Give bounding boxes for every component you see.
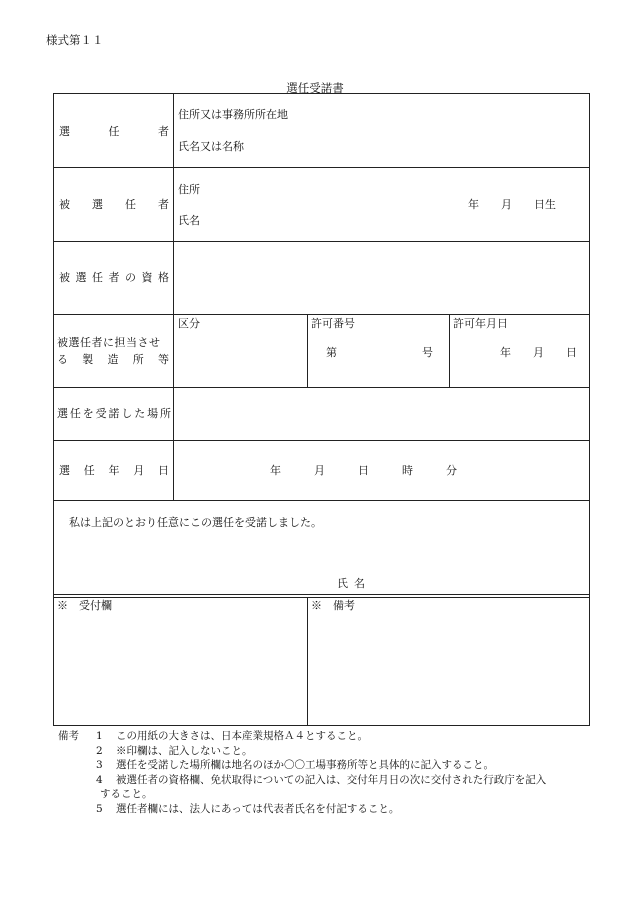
appointee-label-cell [59,199,169,210]
appointment-date-value: 年 月 日 時 分 [270,464,457,477]
factory-label-char: 所 [132,353,144,366]
qualification-label-char: 任 [92,271,103,284]
row-divider [54,167,589,168]
place-label-char: た [134,407,146,420]
factory-label-char: 製 [82,353,94,366]
note-item [58,744,603,759]
date-label-char: 任 [83,464,95,477]
note-number: 4 [96,773,103,786]
note-text: この用紙の大きさは、日本産業規格Ａ４とすること。 [116,730,368,742]
permit-number-header: 許可番号 [311,317,355,330]
permit-number-prefix: 第 [326,346,337,359]
notes-section [58,729,603,816]
factory-label-char: 等 [158,353,169,366]
qualification-label-char: の [125,271,136,284]
category-header: 区分 [178,317,200,330]
date-label-char: 選 [59,464,70,477]
qualification-label-cell [59,272,169,283]
note-text: 選任を受諾した場所欄は地名のほか〇〇工場事務所等と具体的に記入すること。 [116,759,494,771]
qualification-label-char: 被 [59,271,70,284]
date-label-char: 月 [133,464,145,477]
place-label-char: し [121,407,133,420]
row-divider [54,500,589,501]
factory-label-line2 [57,354,169,365]
note-continuation: すること。 [100,788,153,800]
declaration-text: 私は上記のとおり任意にこの選任を受諾しました。 [69,516,322,529]
appointee-birthdate-label: 年 月 日生 [468,198,556,211]
remarks-field-label: ※ 備考 [311,599,355,612]
place-label-char: 諾 [108,407,120,420]
appointee-label-char: 者 [158,198,169,211]
column-divider [307,597,308,725]
note-item [58,773,603,788]
appointee-label-char: 被 [59,198,70,211]
appointer-name-label: 氏名又は名称 [178,140,244,153]
appointer-label-char: 選 [59,125,70,138]
appointee-label-char: 選 [92,198,103,211]
factory-label-char: 造 [107,353,119,366]
note-number: 3 [96,759,103,771]
appointer-label-char: 任 [108,125,120,138]
factory-label-line1: 被選任者に担当させ [57,336,161,349]
note-number: 2 [96,744,103,757]
place-label-char: 任 [69,407,81,420]
appointee-name-label: 氏名 [178,214,200,227]
note-text: 被選任者の資格欄、免状取得についての記入は、交付年月日の次に交付された行政庁を記入 [116,773,547,786]
note-item [58,729,603,744]
place-label-char: 選 [57,407,68,420]
permit-date-header: 許可年月日 [453,317,508,330]
place-label-char: 場 [147,407,159,420]
appointer-label-char: 者 [158,125,169,138]
date-label-cell [59,465,169,476]
row-divider [54,387,589,388]
date-label-char: 年 [108,464,120,477]
place-label-char: 所 [160,407,171,420]
qualification-label-char: 者 [108,271,120,284]
qualification-label-char: 選 [75,271,87,284]
permit-date-value: 年 月 日 [500,346,577,359]
note-item [58,758,603,773]
place-label-char: 受 [95,407,107,420]
row-divider [54,597,589,598]
note-number: 1 [96,730,103,742]
appointer-label-cell [59,126,169,137]
appointee-label-char: 任 [125,198,136,211]
row-divider [54,314,589,315]
row-divider [54,241,589,242]
appointee-address-label: 住所 [178,183,200,196]
note-number: 5 [96,802,103,815]
qualification-label-char: 格 [158,271,169,284]
note-text: ※印欄は、記入しないこと。 [116,744,253,757]
place-label-char: を [82,407,94,420]
signature-name-label: 氏名 [337,577,371,590]
row-divider [54,594,589,595]
notes-heading: 備考 [58,730,79,742]
document-title: 選任受諾書 [286,81,344,95]
form-number: 様式第１１ [46,33,104,47]
note-item [58,802,603,817]
appointer-address-label: 住所又は事務所所在地 [178,108,288,121]
label-column-divider [173,94,174,500]
form-table [53,93,590,726]
note-text: 選任者欄には、法人にあっては代表者氏名を付記すること。 [116,802,400,815]
factory-label-char: る [57,353,68,366]
row-divider [54,440,589,441]
permit-number-suffix: 号 [422,346,433,359]
column-divider [449,314,450,387]
column-divider [307,314,308,387]
place-label-cell [57,408,171,419]
date-label-char: 日 [158,464,169,477]
receipt-field-label: ※ 受付欄 [57,599,112,612]
qualification-label-char: 資 [141,271,153,284]
